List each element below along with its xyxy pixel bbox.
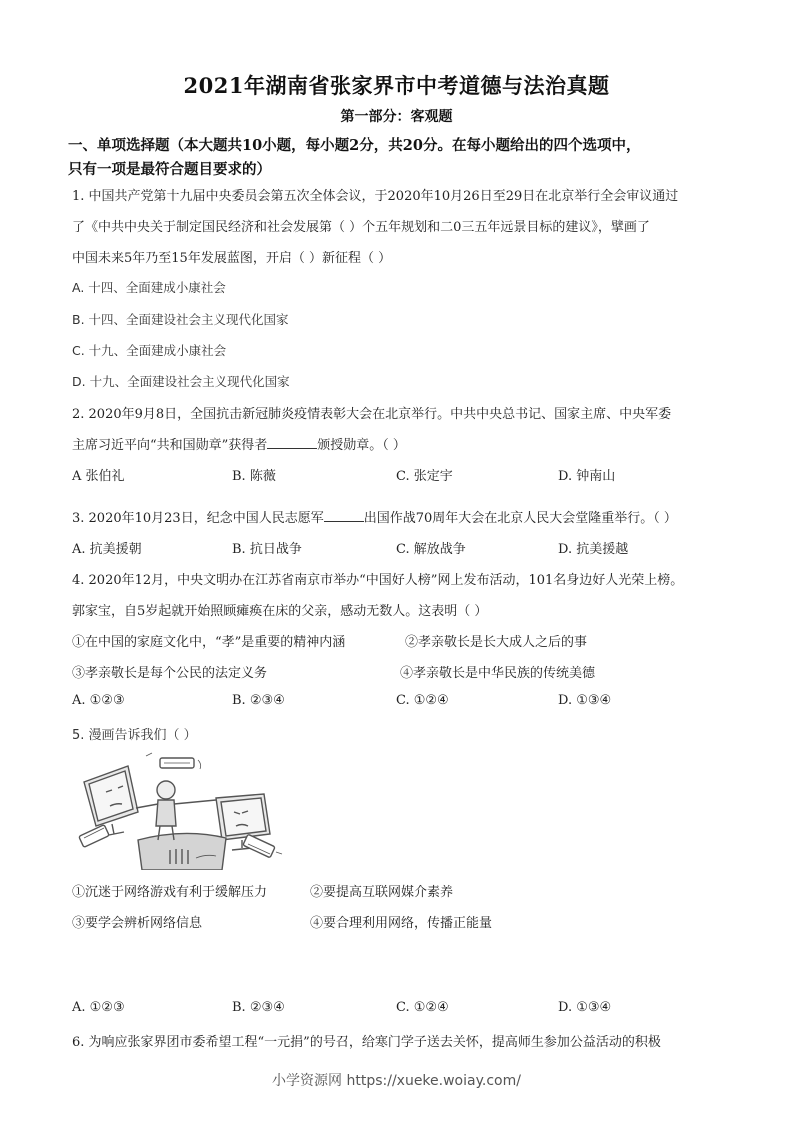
question-5-stem: 5. 漫画告诉我们（ ） xyxy=(72,728,197,743)
question-2-line-2-before: 主席习近平向“共和国勋章”获得者 xyxy=(72,438,268,453)
question-2-line-2 xyxy=(72,434,406,453)
question-4-statement-1: ①在中国的家庭文化中，“孝”是重要的精神内涵 xyxy=(72,635,346,650)
section-heading-line1: 一、单项选择题（本大题共10小题，每小题2分，共20分。在每小题给出的四个选项中， xyxy=(68,137,641,154)
question-2-line-2-after: 颁授勋章。（ ） xyxy=(317,438,406,453)
question-6-line-1: 6. 为响应张家界团市委希望工程“一元捐”的号召，给寒门学子送去关怀，提高师生参加公益活动的积极 xyxy=(72,1035,661,1050)
answer-blank xyxy=(267,436,317,449)
question-1-option-c: C. 十九、全面建成小康社会 xyxy=(72,343,227,358)
question-1-line-3: 中国未来5年乃至15年发展蓝图，开启（ ）新征程（ ） xyxy=(72,251,392,266)
question-4-option-c: C. ①②④ xyxy=(396,693,449,708)
question-4-line-2: 郭家宝，自5岁起就开始照顾瘫痪在床的父亲，感动无数人。这表明（ ） xyxy=(72,604,488,619)
question-1-option-a: A. 十四、全面建成小康社会 xyxy=(72,280,226,295)
question-5-option-a: A. ①②③ xyxy=(72,1000,125,1015)
question-3-option-b: B. 抗日战争 xyxy=(232,542,302,557)
question-4-statement-2: ②孝亲敬长是长大成人之后的事 xyxy=(405,635,588,650)
question-2-option-a: A 张伯礼 xyxy=(72,469,125,484)
question-3-option-d: D. 抗美援越 xyxy=(558,542,629,557)
question-2-option-c: C. 张定宇 xyxy=(396,469,453,484)
question-5-statement-2: ②要提高互联网媒介素养 xyxy=(310,885,454,900)
question-1-line-2: 了《中共中央关于制定国民经济和社会发展第（ ）个五年规划和二0三五年远景目标的建议》，擘画了 xyxy=(72,220,650,235)
section-heading-line2: 只有一项是最符合题目要求的） xyxy=(68,161,271,178)
question-3-line-1-after: 出国作战70周年大会在北京人民大会堂隆重举行。（ ） xyxy=(363,511,677,526)
document-title: 2021年湖南省张家界市中考道德与法治真题 xyxy=(183,73,610,98)
question-4-statement-4: ④孝亲敬长是中华民族的传统美德 xyxy=(400,666,596,681)
question-5-statement-1: ①沉迷于网络游戏有利于缓解压力 xyxy=(72,885,268,900)
question-4-line-1: 4. 2020年12月，中央文明办在江苏省南京市举办“中国好人榜”网上发布活动，101名身边好人光荣上榜。 xyxy=(72,573,684,588)
footer-watermark: 小学资源网 https://xueke.woiay.com/ xyxy=(272,1073,521,1089)
question-1-line-1: 1. 中国共产党第十九届中央委员会第五次全体会议，于2020年10月26日至29日在北京举行全会审议通过 xyxy=(72,189,679,204)
question-3-line-1 xyxy=(72,507,677,526)
question-5-option-c: C. ①②④ xyxy=(396,1000,449,1015)
question-2-option-b: B. 陈薇 xyxy=(232,469,276,484)
question-3-option-c: C. 解放战争 xyxy=(396,542,466,557)
question-4-option-a: A. ①②③ xyxy=(72,693,125,708)
cartoon-image xyxy=(76,752,288,870)
question-4-statement-3: ③孝亲敬长是每个公民的法定义务 xyxy=(72,666,268,681)
question-3-option-a: A. 抗美援朝 xyxy=(72,542,142,557)
question-1-option-d: D. 十九、全面建设社会主义现代化国家 xyxy=(72,374,290,389)
question-5-option-d: D. ①③④ xyxy=(558,1000,612,1015)
question-2-line-1: 2. 2020年9月8日，全国抗击新冠肺炎疫情表彰大会在北京举行。中共中央总书记、国家主席、中央军委 xyxy=(72,407,672,422)
question-4-option-d: D. ①③④ xyxy=(558,693,612,708)
answer-blank xyxy=(324,509,364,522)
question-3-line-1-before: 3. 2020年10月23日，纪念中国人民志愿军 xyxy=(72,511,324,526)
question-5-statement-3: ③要学会辨析网络信息 xyxy=(72,916,203,931)
question-5-option-b: B. ②③④ xyxy=(232,1000,285,1015)
question-4-option-b: B. ②③④ xyxy=(232,693,285,708)
question-5-statement-4: ④要合理利用网络，传播正能量 xyxy=(310,916,493,931)
part-heading: 第一部分：客观题 xyxy=(340,109,453,125)
question-1-option-b: B. 十四、全面建设社会主义现代化国家 xyxy=(72,312,289,327)
question-2-option-d: D. 钟南山 xyxy=(558,469,616,484)
